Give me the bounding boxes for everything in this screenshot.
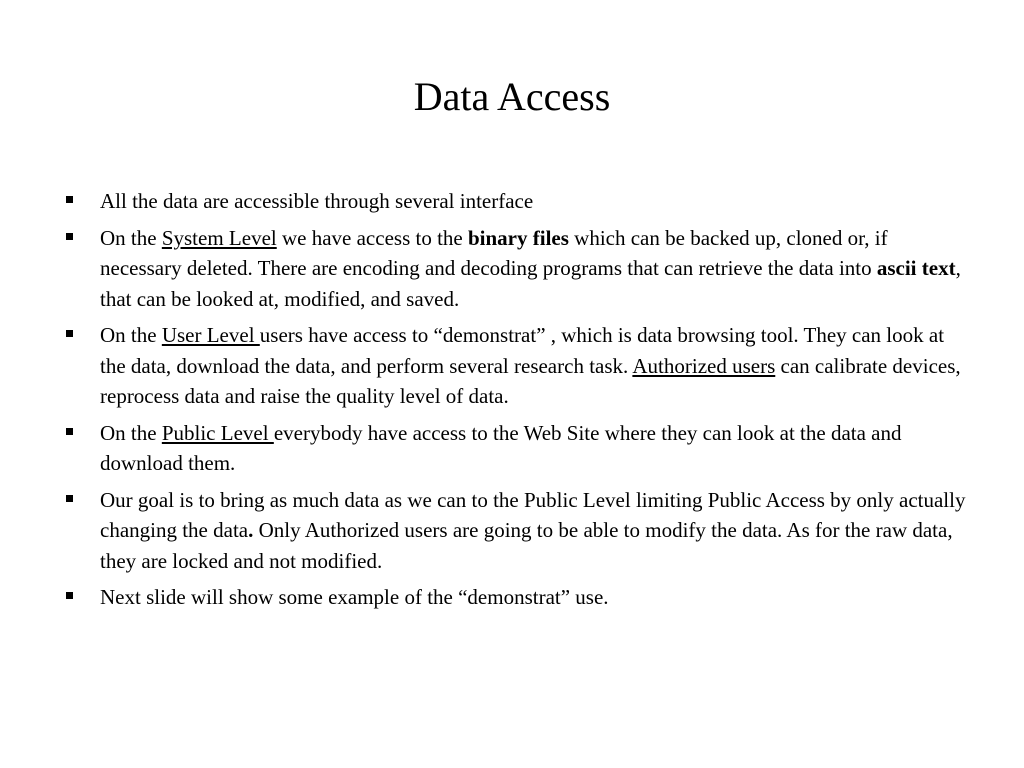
bullet-text: Only Authorized users are going to be able to modify the data. As for the raw data, they are locked and not modified. <box>100 518 953 573</box>
bullet-item <box>60 320 970 412</box>
bullet-text: users have access to “demonstrat” , which is data browsing tool. They can look at the data, download the data, and perform several research task. <box>100 323 945 378</box>
binary-files-term: binary files <box>467 225 569 250</box>
square-bullet-icon <box>66 233 73 240</box>
bullet-text: On the <box>100 323 162 347</box>
square-bullet-icon <box>66 330 73 337</box>
bold-period: . <box>248 518 254 542</box>
bullet-text: On the <box>100 420 162 445</box>
system-level-term: System Level <box>161 225 277 250</box>
bullet-text: Next slide will show some example of the “demonstrat” use. <box>100 585 609 609</box>
public-level-term: Public Level <box>161 420 274 445</box>
bullet-item <box>60 485 970 577</box>
bullet-text: Our goal is to bring as much data as we can to the Public Level limiting Public Access by only actually changing the data <box>100 487 966 542</box>
user-level-term: User Level <box>161 323 260 347</box>
square-bullet-icon <box>66 495 73 502</box>
square-bullet-icon <box>66 592 73 599</box>
bullet-text: which can be backed up, cloned or, if necessary deleted. There are encoding and decoding programs that can retrieve the data into <box>100 225 888 280</box>
bullet-text: , that can be looked at, modified, and saved. <box>100 256 961 311</box>
authorized-users-term: Authorized users <box>632 353 776 378</box>
square-bullet-icon <box>66 428 73 435</box>
slide-title: Data Access <box>413 74 611 119</box>
bullet-text: everybody have access to the Web Site where they can look at the data and download them. <box>100 420 902 475</box>
bullet-text: On the <box>100 225 162 250</box>
bullet-item <box>60 186 970 217</box>
bullet-item <box>60 582 970 613</box>
bullet-text: we have access to the <box>276 225 468 250</box>
bullet-list <box>60 186 970 619</box>
bullet-text: All the data are accessible through several interface <box>100 189 534 213</box>
bullet-item <box>60 223 970 315</box>
ascii-text-term: ascii text <box>876 256 956 280</box>
square-bullet-icon <box>66 196 73 203</box>
bullet-item <box>60 418 970 479</box>
bullet-text: can calibrate devices, reprocess data and raise the quality level of data. <box>100 353 961 408</box>
